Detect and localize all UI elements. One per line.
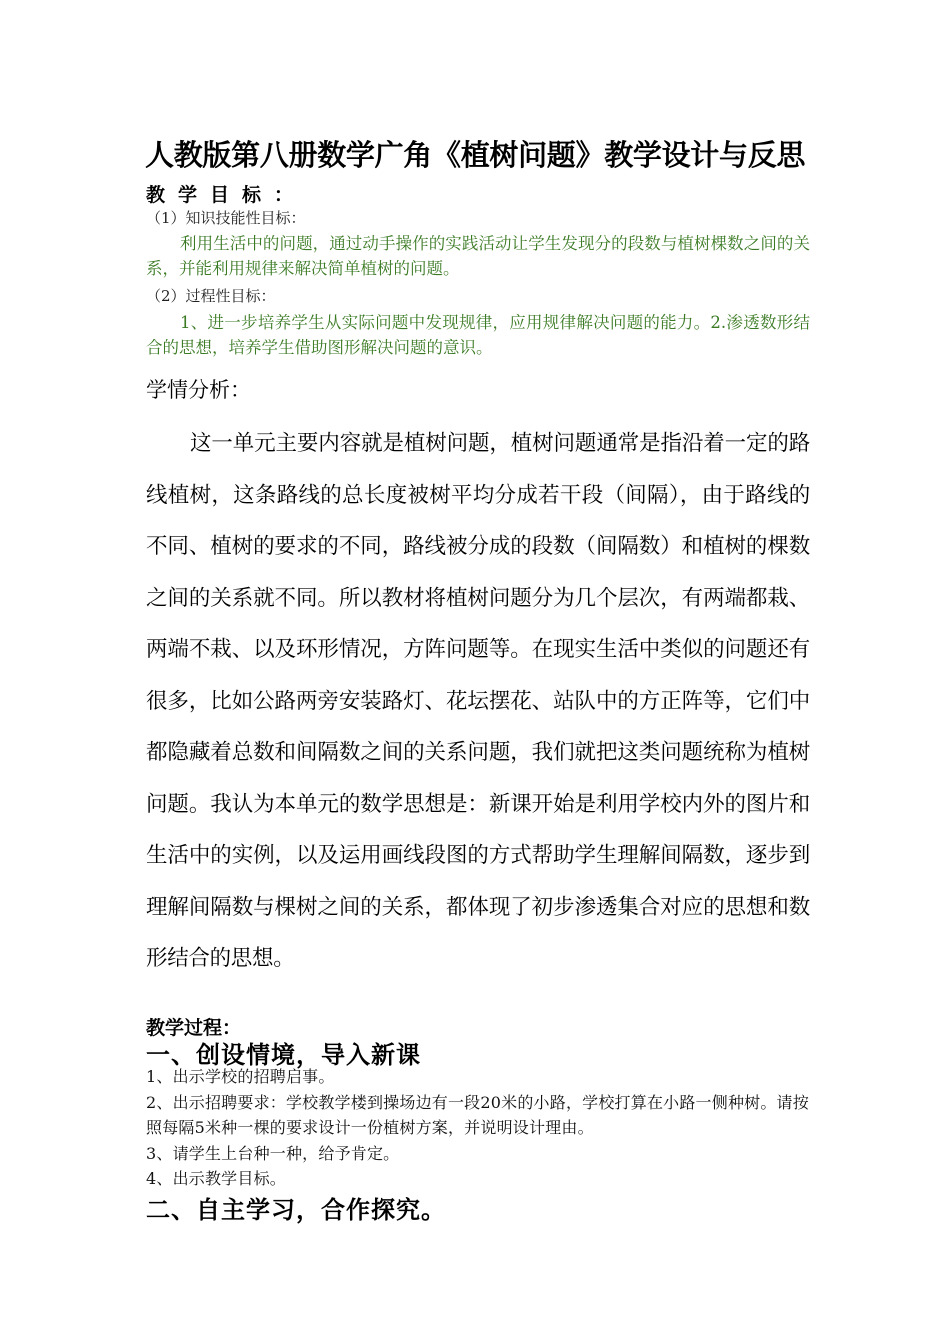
analysis-text: 这一单元主要内容就是植树问题，植树问题通常是指沿着一定的路线植树，这条路线的总长度被树平均分成若干段（间隔），由于路线的不同、植树的要求的不同，路线被分成的段数（间隔数）和植树的棵数之间的关系就不同。所以教材将植树问题分为几个层次，有两端都栽、两端不栽、以及环形情况，方阵问题等。在现实生活中类似的问题还有很多，比如公路两旁安装路灯、花坛摆花、站队中的方正阵等，它们中都隐藏着总数和间隔数之间的关系问题，我们就把这类问题统称为植树问题。我认为本单元的数学思想是：新课开始是利用学校内外的图片和生活中的实例，以及运用画线段图的方式帮助学生理解间隔数，逐步到理解间隔数与棵树之间的关系，都体现了初步渗透集合对应的思想和数形结合的思想。	[146, 431, 810, 971]
list-item: 3、请学生上台种一种，给予肯定。	[146, 1143, 400, 1163]
section-1-heading: 一、创设情境，导入新课	[146, 1040, 421, 1069]
document-title: 人教版第八册数学广角《植树问题》教学设计与反思	[145, 138, 806, 172]
process-goal-text: 1、进一步培养学生从实际问题中发现规律，应用规律解决问题的能力。2.渗透数形结合的思想，培养学生借助图形解决问题的意识。	[146, 313, 810, 357]
process-goal-label: （2）过程性目标：	[146, 287, 276, 305]
goals-heading: 教学目标：	[146, 184, 307, 206]
knowledge-goal-text: 利用生活中的问题，通过动手操作的实践活动让学生发现分的段数与植树棵数之间的关系，并能利用规律来解决简单植树的问题。	[146, 234, 810, 278]
process-heading: 教学过程：	[146, 1017, 242, 1039]
analysis-heading: 学情分析：	[146, 378, 251, 402]
knowledge-goal-label: （1）知识技能性目标：	[146, 209, 306, 227]
steps-list	[146, 1064, 810, 1192]
section-2-heading: 二、自主学习，合作探究。	[146, 1195, 446, 1224]
list-item: 4、出示教学目标。	[146, 1169, 286, 1188]
list-item: 2、出示招聘要求：学校教学楼到操场边有一段20米的小路，学校打算在小路一侧种树。请按照每隔5米种一棵的要求设计一份植树方案，并说明设计理由。	[146, 1092, 809, 1137]
list-item: 1、出示学校的招聘启事。	[146, 1067, 335, 1086]
